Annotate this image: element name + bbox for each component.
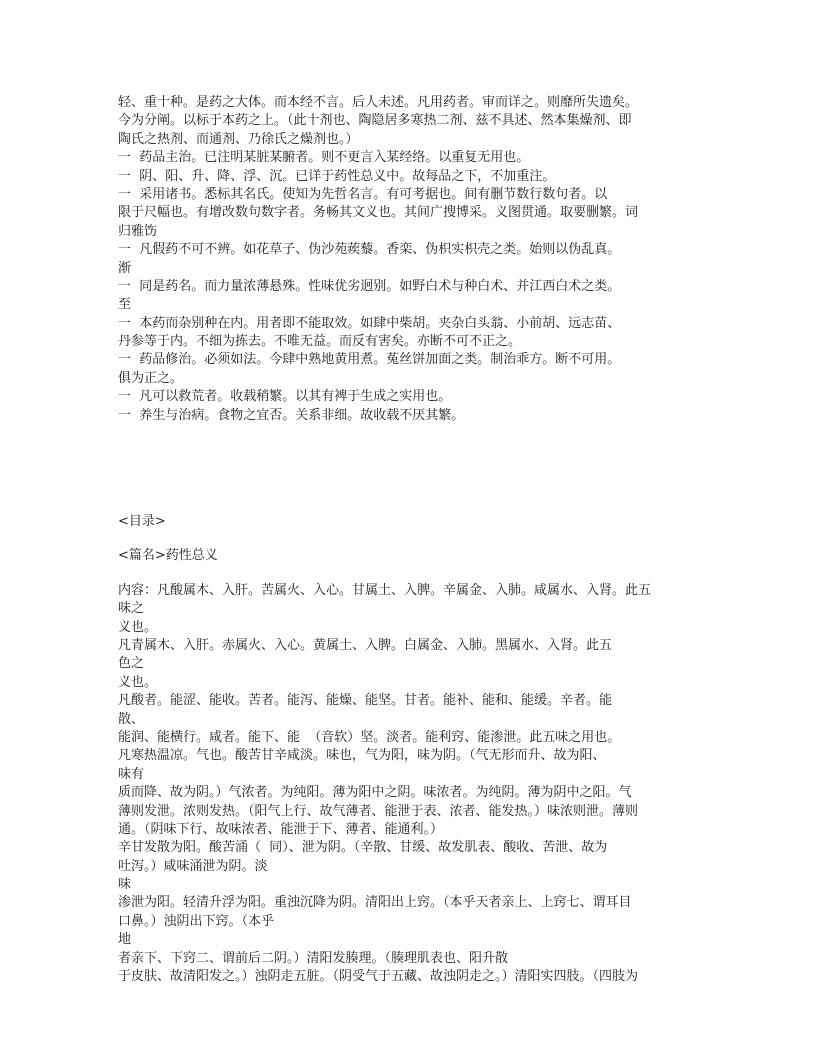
section-spacer <box>118 425 708 473</box>
intro-line: 限于尺幅也。有增改数句数字者。务畅其文义也。其间广搜博采。义图贯通。取要删繁。词 <box>118 205 639 221</box>
intro-line: 一 养生与治病。食物之宜否。关系非细。故收载不厌其繁。 <box>118 407 465 423</box>
intro-line: 一 同是药名。而力量浓薄悬殊。性味优劣迥别。如野白术与种白术、并江西白术之类。 <box>118 278 621 294</box>
content-line: 质而降、故为阴。）气浓者。为纯阳。薄为阳中之阴。味浓者。为纯阴。薄为阴中之阳。气 <box>118 785 632 801</box>
content-line: 吐泻。）咸味涌泄为阴。淡 <box>118 858 268 874</box>
intro-line: 一 凡假药不可不辨。如花草子、伪沙苑蒺藜。香栾、伪枳实枳壳之类。始则以伪乱真。 <box>118 242 621 258</box>
content-line: 辛甘发散为阳。酸苦涌（ 同）、泄为阴。（辛散、甘缓、故发肌表、酸收、苦泄、故为 <box>118 840 608 856</box>
content-line: 薄则发泄。浓则发热。（阳气上行、故气薄者、能泄于表、浓者、能发热。）味浓则泄。薄则 <box>118 803 639 819</box>
toc-label: <目录> <box>118 514 166 530</box>
content-line: 味 <box>118 877 132 893</box>
intro-line: 一 采用诸书。悉标其名氏。使知为先哲名言。有可考据也。间有删节数行数句者。以 <box>118 186 608 202</box>
document-page <box>118 94 708 986</box>
intro-line: 一 凡可以救荒者。收载稍繁。以其有裨于生成之实用也。 <box>118 389 452 405</box>
content-section <box>118 582 708 987</box>
content-line: 色之 <box>118 656 145 672</box>
intro-line: 一 本药而杂别种在内。用者即不能取效。如肆中柴胡。夹杂白头翁、小前胡、远志苗、 <box>118 315 621 331</box>
intro-line: 归雅饬 <box>118 223 158 239</box>
intro-line: 俱为正之。 <box>118 370 184 386</box>
intro-line: 一 阴、阳、升、降、浮、沉。已详于药性总义中。故每品之下，不加重注。 <box>118 168 556 184</box>
content-line: 散、 <box>118 711 145 727</box>
content-line: 义也。 <box>118 619 158 635</box>
content-line: 凡青属木、入肝。赤属火、入心。黄属土、入脾。白属金、入肺。黑属水、入肾。此五 <box>118 638 613 654</box>
content-line: 者亲下、下窍二、谓前后二阴。）清阳发腠理。（腠理肌表也、阳升散 <box>118 950 509 966</box>
content-line: 凡寒热温凉。气也。酸苦甘辛咸淡。味也，气为阳，味为阴。（气无形而升、故为阳、 <box>118 748 606 764</box>
content-line: 味之 <box>118 601 145 617</box>
content-line: 于皮肤、故清阳发之。）浊阴走五脏。（阴受气于五藏、故浊阴走之。）清阳实四肢。（四肢为 <box>118 969 639 985</box>
content-line: 通。（阴味下行、故味浓者、能泄于下、薄者、能通利。） <box>118 821 444 837</box>
content-line: 口鼻。）浊阴出下窍。（本乎 <box>118 913 275 929</box>
intro-line: 一 药品修治。必须如法。今肆中熟地黄用煮。菟丝饼加面之类。制治乖方。断不可用。 <box>118 352 621 368</box>
intro-line: 今为分阐。以标于本药之上。（此十剂也、陶隐居多寒热二剂、兹不具述、然本集燥剂、即 <box>118 113 632 129</box>
intro-section <box>118 94 708 425</box>
chapter-title: <篇名>药性总义 <box>118 548 218 564</box>
intro-line: 陶氏之热剂、而通剂、乃徐氏之燥剂也。） <box>118 131 359 147</box>
intro-line: 渐 <box>118 260 132 276</box>
content-line: 内容：凡酸属木、入肝。苦属火、入心。甘属土、入脾。辛属金、入肺。咸属水、入肾。此五 <box>118 582 652 598</box>
section-spacer <box>118 473 708 513</box>
intro-line: 丹参等于内。不细为拣去。不唯无益。而反有害矣。亦断不可不正之。 <box>118 334 522 350</box>
content-line: 味有 <box>118 766 145 782</box>
content-line: 义也。 <box>118 674 158 690</box>
spacer <box>118 531 708 547</box>
content-line: 能润、能横行。咸者。能下、能 （音软）坚。淡者。能利窍、能渗泄。此五味之用也。 <box>118 729 621 745</box>
content-line: 凡酸者。能涩、能收。苦者。能泻、能燥、能坚。甘者。能补、能和、能缓。辛者。能 <box>118 693 613 709</box>
content-line: 渗泄为阳。轻清升浮为阳。重浊沉降为阴。清阳出上窍。（本乎天者亲上、上窍七、谓耳目 <box>118 895 632 911</box>
intro-line: 一 药品主治。已注明某脏某腑者。则不更言入某经络。以重复无用也。 <box>118 150 530 166</box>
content-line: 地 <box>118 932 132 948</box>
spacer <box>118 566 708 582</box>
intro-line: 至 <box>118 297 132 313</box>
intro-line: 轻、重十种。是药之大体。而本经不言。后人未述。凡用药者。审而详之。则靡所失遗矣。 <box>118 95 639 110</box>
